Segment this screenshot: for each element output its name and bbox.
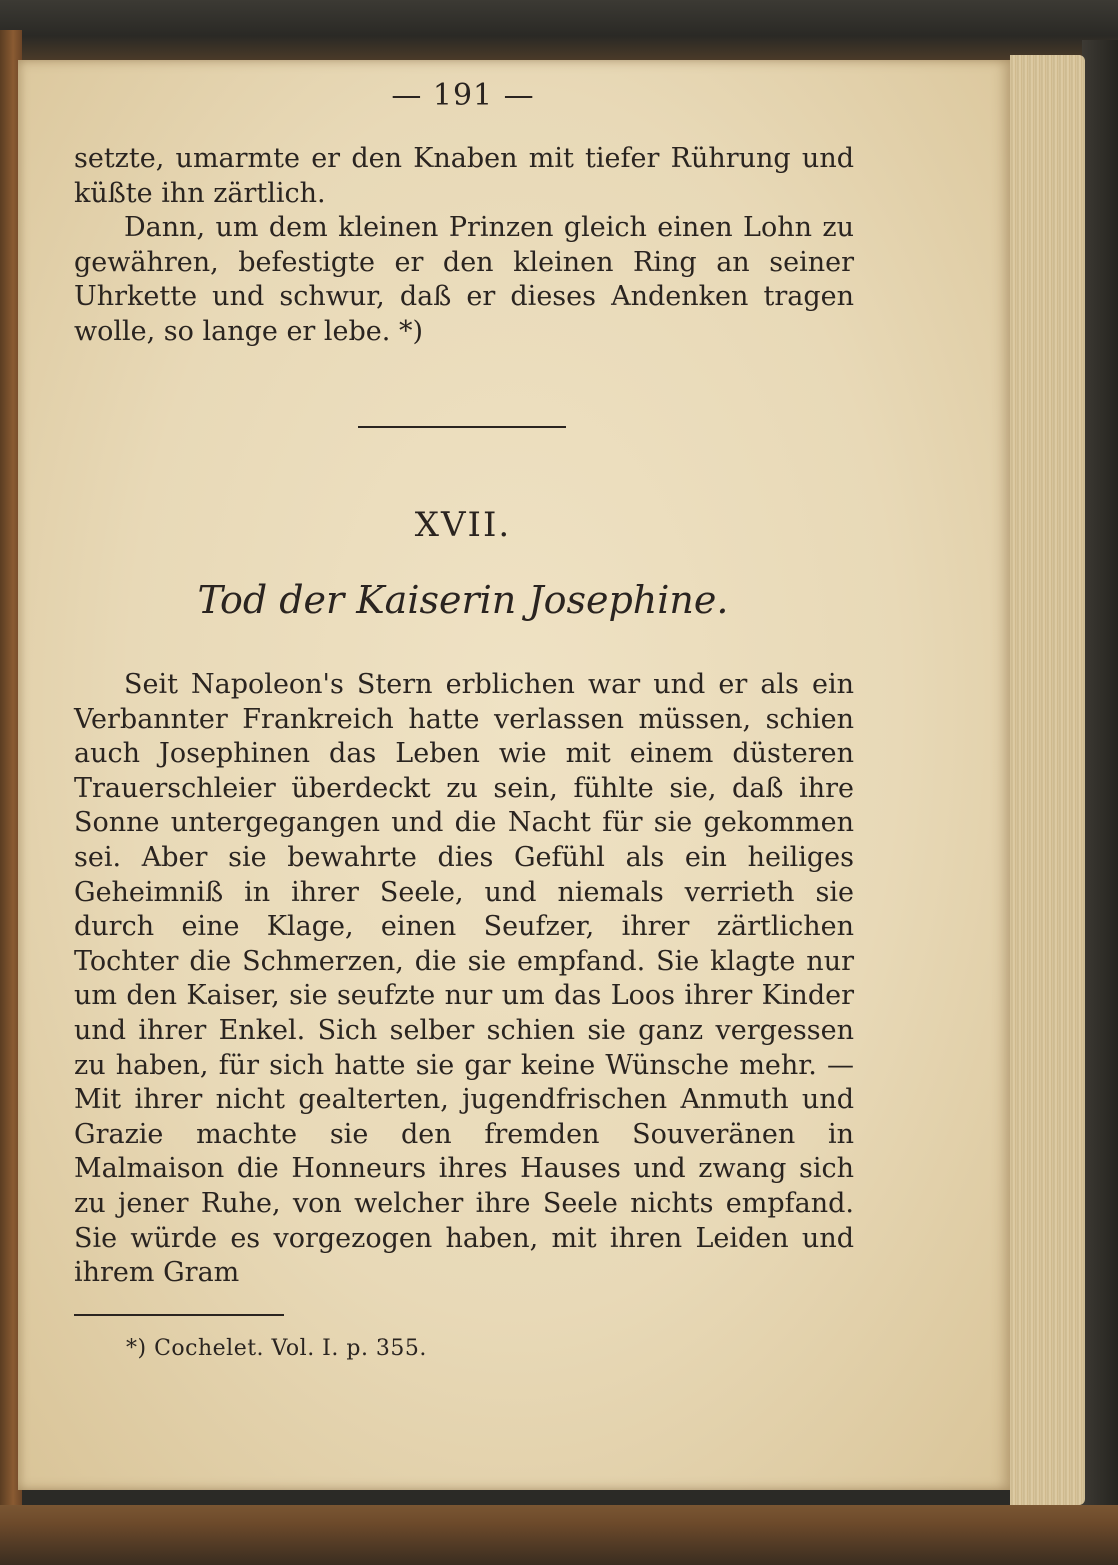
book-page bbox=[18, 60, 1010, 1490]
text-block-top bbox=[74, 142, 854, 350]
chapter-paragraph: Seit Napoleon's Stern erblichen war und er als ein Verbannter Frankreich hatte verlassen müssen, schien auch Josephinen das Leben wie mit einem düsteren Trauerschleier überdeckt zu sein, fühlte sie, daß ihre Sonne untergegangen und die Nacht für sie gekommen sei. Aber sie bewahrte dies Gefühl als ein heiliges Geheimniß in ihrer Seele, und niemals verrieth sie durch eine Klage, einen Seufzer, ihrer zärtlichen Tochter die Schmerzen, die sie empfand. Sie klagte nur um den Kaiser, sie seufzte nur um das Loos ihrer Kinder und ihrer Enkel. Sich selber schien sie ganz vergessen zu haben, für sich hatte sie gar keine Wünsche mehr. — Mit ihrer nicht gealterten, jugendfrischen Anmuth und Grazie machte sie den fremden Souveränen in Malmaison die Honneurs ihres Hauses und zwang sich zu jener Ruhe, von welcher ihre Seele nichts empfand. Sie würde es vorgezogen haben, mit ihren Leiden und ihrem Gram bbox=[74, 669, 854, 1289]
footnote: *) Cochelet. Vol. I. p. 355. bbox=[126, 1336, 427, 1361]
book-cover-top bbox=[0, 0, 1118, 60]
chapter-text bbox=[74, 668, 854, 1291]
book-cover-bottom bbox=[0, 1505, 1118, 1565]
footnote-divider bbox=[74, 1314, 284, 1316]
paragraph: Dann, um dem kleinen Prinzen gleich einen Lohn zu gewähren, befestigte er den kleinen Ring an seiner Uhrkette und schwur, daß er dieses Andenken tragen wolle, so lange er lebe. *) bbox=[74, 212, 854, 347]
continued-paragraph: setzte, umarmte er den Knaben mit tiefer Rührung und küßte ihn zärtlich. bbox=[74, 143, 854, 209]
section-divider bbox=[358, 426, 566, 428]
page-edges bbox=[1010, 55, 1085, 1505]
chapter-number: XVII. bbox=[414, 505, 512, 545]
book-cover-right bbox=[1082, 40, 1118, 1530]
chapter-title: Tod der Kaiserin Josephine. bbox=[197, 578, 729, 622]
page-number: — 191 — bbox=[391, 78, 535, 113]
